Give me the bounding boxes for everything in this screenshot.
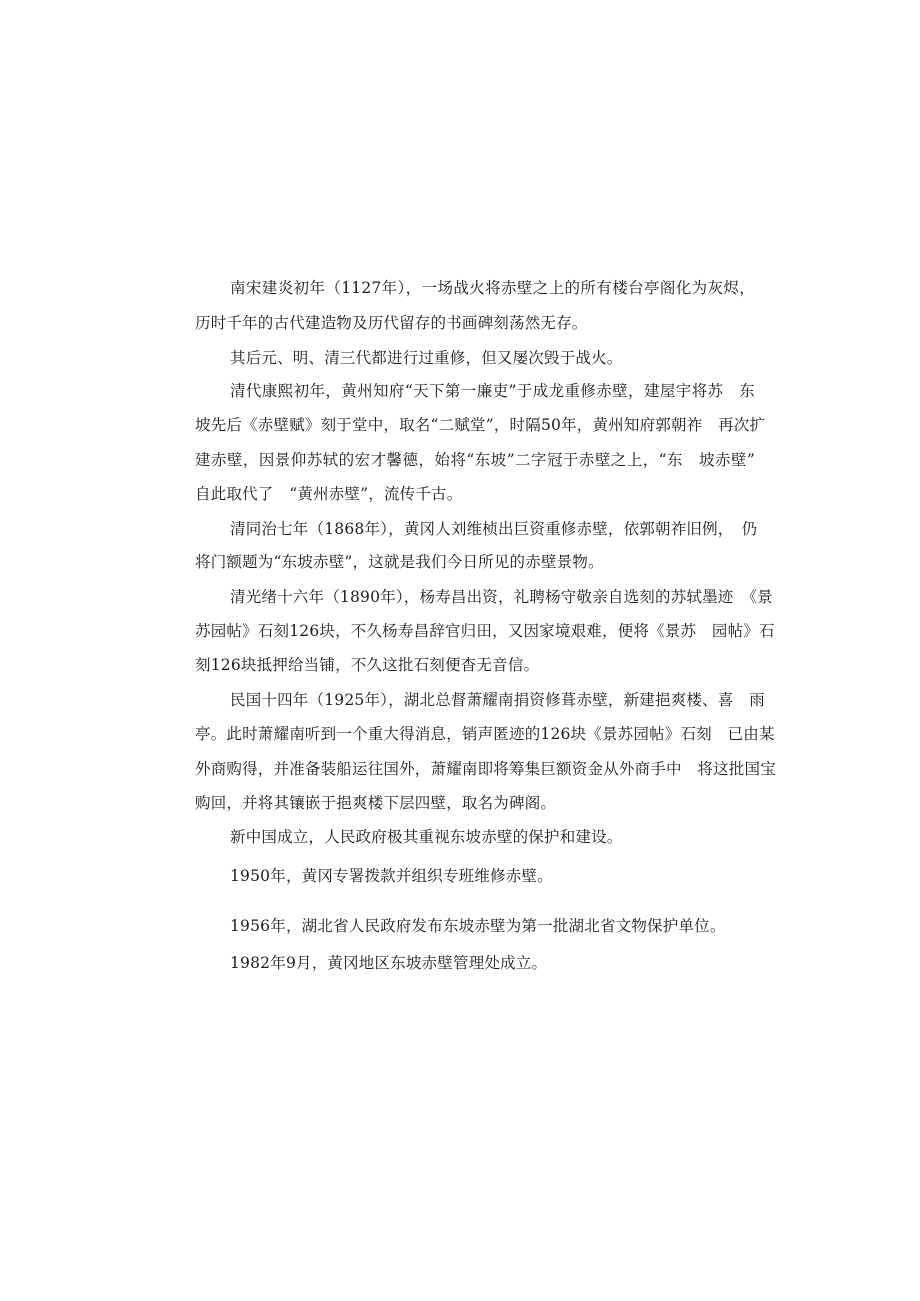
paragraph-3-line-2: 坡先后《赤壁赋》刻于堂中，取名“二赋堂”，时隔50年，黄州知府郭朝祚 再次扩 — [195, 416, 766, 434]
paragraph-6-line-1: 民国十四年（1925年），湖北总督萧耀南捐资修葺赤壁，新建挹爽楼、喜 雨 — [230, 691, 765, 709]
paragraph-9-line-1: 1956年，湖北省人民政府发布东坡赤壁为第一批湖北省文物保护单位。 — [230, 917, 726, 935]
paragraph-6-line-4: 购回，并将其镶嵌于挹爽楼下层四壁，取名为碑阁。 — [195, 794, 557, 812]
paragraph-10-line-1: 1982年9月，黄冈地区东坡赤壁管理处成立。 — [230, 954, 548, 972]
paragraph-7-line-1: 新中国成立，人民政府极其重视东坡赤壁的保护和建设。 — [230, 828, 623, 846]
paragraph-4-line-1: 清同治七年（1868年），黄冈人刘维桢出巨资重修赤壁，依郭朝祚旧例， 仍 — [230, 520, 758, 538]
paragraph-4-line-2: 将门额题为“东坡赤壁”，这就是我们今日所见的赤壁景物。 — [195, 553, 604, 571]
paragraph-5-line-2: 苏园帖》石刻126块，不久杨寿昌辞官归田，又因家境艰难，便将《景苏 园帖》石 — [195, 622, 775, 640]
paragraph-3-line-1: 清代康熙初年，黄州知府“天下第一廉吏”于成龙重修赤壁，建屋宇将苏 东 — [230, 382, 755, 400]
paragraph-3-line-4: 自此取代了 “黄州赤壁”，流传千古。 — [195, 485, 463, 503]
paragraph-6-line-3: 外商购得，并准备装船运往国外，萧耀南即将筹集巨额资金从外商手中 将这批国宝 — [195, 760, 776, 778]
paragraph-2-line-1: 其后元、明、清三代都进行过重修，但又屡次毁于战火。 — [230, 349, 623, 367]
paragraph-3-line-3: 建赤壁，因景仰苏轼的宏才馨德，始将“东坡”二字冠于赤壁之上，“东 坡赤壁” — [195, 451, 755, 469]
paragraph-5-line-3: 刻126块抵押给当铺，不久这批石刻便杳无音信。 — [195, 656, 540, 674]
paragraph-1-line-1: 南宋建炎初年（1127年），一场战火将赤壁之上的所有楼台亭阁化为灰烬， — [230, 279, 755, 297]
paragraph-1-line-2: 历时千年的古代建造物及历代留存的书画碑刻荡然无存。 — [195, 314, 588, 332]
paragraph-6-line-2: 亭。此时萧耀南听到一个重大得消息，销声匿迹的126块《景苏园帖》石刻 已由某 — [195, 725, 775, 743]
paragraph-5-line-1: 清光绪十六年（1890年），杨寿昌出资，礼聘杨守敬亲自选刻的苏轼墨迹 《景 — [230, 588, 773, 606]
paragraph-8-line-1: 1950年，黄冈专署拨款并组织专班维修赤壁。 — [230, 867, 553, 885]
